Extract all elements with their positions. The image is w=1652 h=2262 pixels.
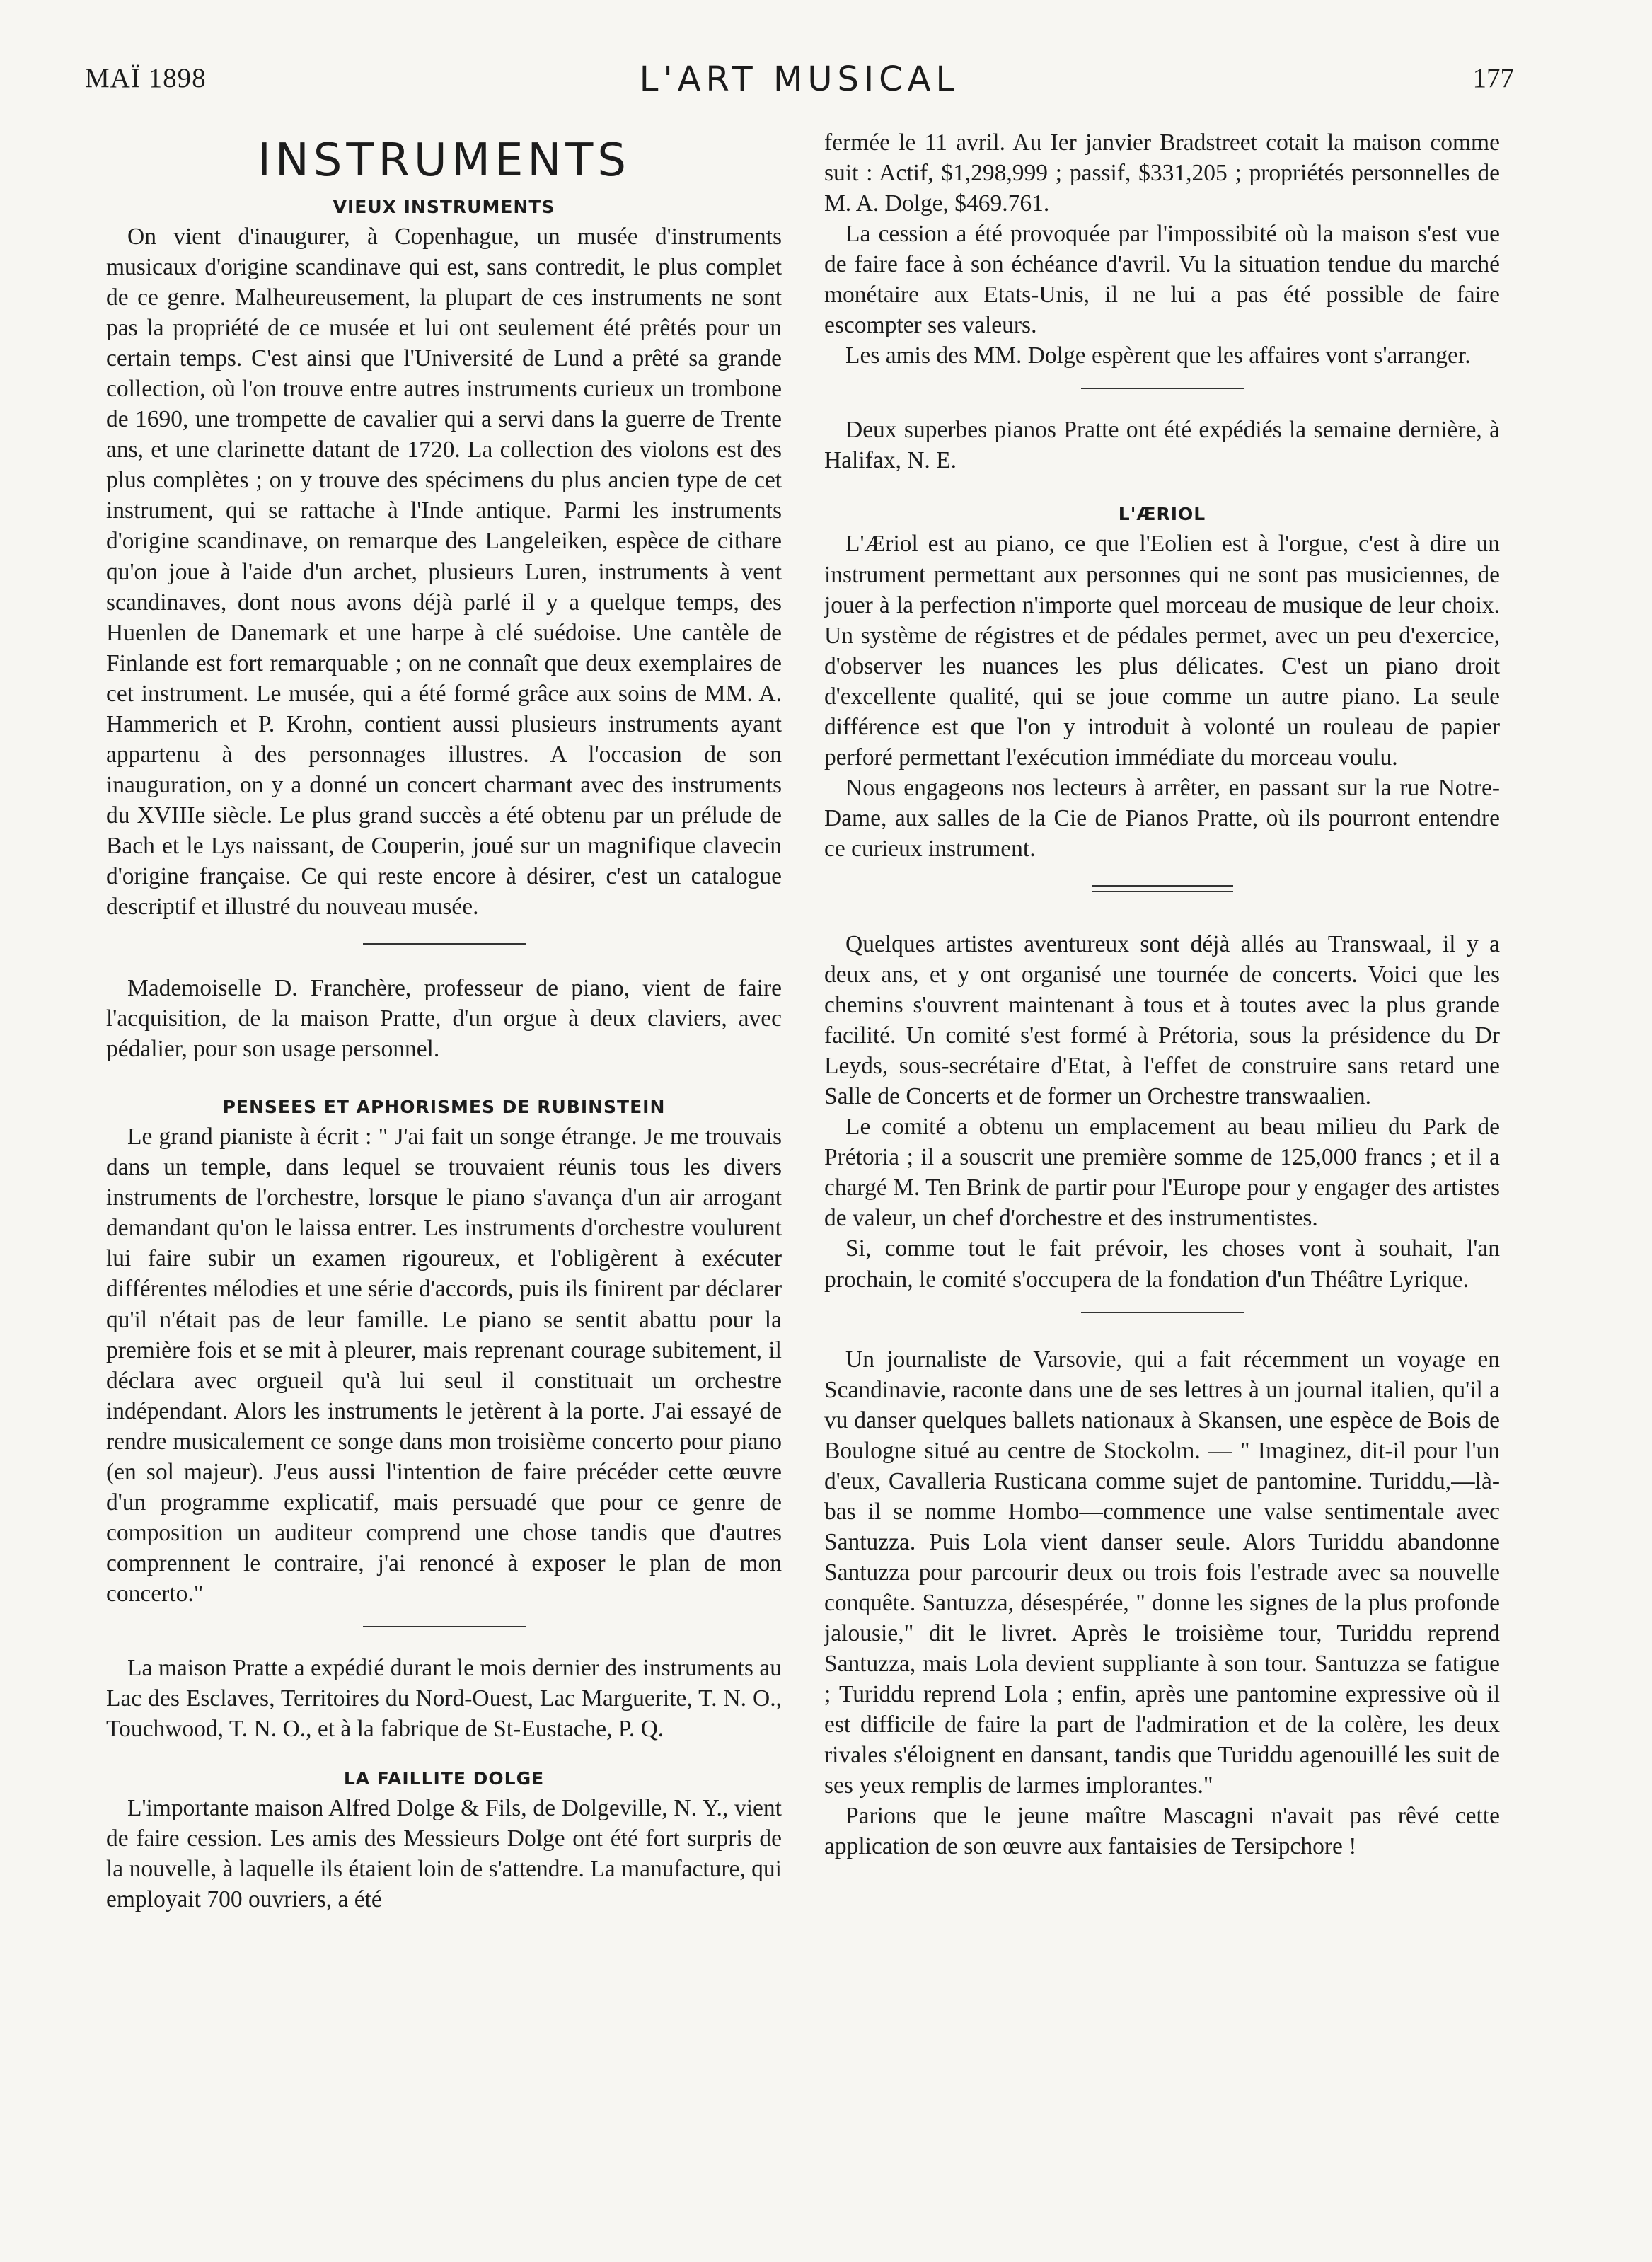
page-number: 177 [1472,63,1514,93]
divider [363,943,526,945]
journal-title: L'ART MUSICAL [639,59,960,99]
pratte-paragraph: La maison Pratte a expédié durant le mois dernier des instruments au Lac des Esclaves, Territoires du Nord-Ouest, Lac Marguerite, T. N. O., Touchwood, T. N. O., et à la fabrique de St-Eustache, P. Q. [106,1654,782,1743]
page-header [85,59,1514,112]
divider [1081,388,1244,389]
transvaal-paragraph-2: Le comité a obtenu un emplacement au beau milieu du Park de Prétoria ; il a souscrit une première somme de 125,000 francs ; et il a chargé M. Ten Brink de partir pour l'Europe pour y engager des artistes de valeur, un chef d'orchestre et des instrumentistes. [824,1114,1500,1232]
left-column [106,127,782,1915]
transvaal-paragraph-1: Quelques artistes aventureux sont déjà allés au Transwaal, il y a deux ans, et y ont organisé une tournée de concerts. Voici que les chemins s'ouvrent maintenant à tous et à toutes avec la plus grande facilité. Un comité s'est formé à Prétoria, sous la présidence du Dr Leyds, sous-secrétaire d'Etat, à l'effet de construire sans retard une Salle de Concerts et de former un Orchestre transwaalien. [824,930,1500,1110]
faillite-dolge-paragraph: L'importante maison Alfred Dolge & Fils, de Dolgeville, N. Y., vient de faire cession. Les amis des Messieurs Dolge ont été fort surpris de la nouvelle, à laquelle ils étaient loin de s'attendre. La manufacture, qui employait 700 ouvriers, a été [106,1795,782,1913]
halifax-paragraph: Deux superbes pianos Pratte ont été expédiés la semaine dernière, à Halifax, N. E. [824,417,1500,474]
section-title: INSTRUMENTS [257,134,631,187]
varsovie-paragraph-2: Parions que le jeune maître Mascagni n'avait pas rêvé cette application de son œuvre aux fantaisies de Tersipchore ! [824,1803,1500,1860]
faillite-dolge-heading: LA FAILLITE DOLGE [343,1768,545,1789]
divider [363,1626,526,1627]
faillite-dolge-continued: fermée le 11 avril. Au Ier janvier Bradstreet cotait la maison comme suit : Actif, $1,298,999 ; passif, $331,205 ; propriétés personnelles de M. A. Dolge, $469.761. [824,129,1500,217]
issue-date: MAÏ 1898 [85,63,207,93]
faillite-dolge-paragraph-2: La cession a été provoquée par l'impossibité où la maison s'est vue de faire face à son échéance d'avril. Vu la situation tendue du marché monétaire aux Etats-Unis, il ne lui a pas été possible de faire escompter ses valeurs. [824,221,1500,339]
divider [1081,1312,1244,1313]
double-divider [1092,885,1233,892]
rubinstein-heading: PENSEES ET APHORISMES DE RUBINSTEIN [222,1097,666,1118]
aeriol-heading: L'ÆRIOL [1118,504,1206,525]
franchere-paragraph: Mademoiselle D. Franchère, professeur de piano, vient de faire l'acquisition, de la maison Pratte, d'un orgue à deux claviers, avec pédalier, pour son usage personnel. [106,975,782,1063]
varsovie-paragraph-1: Un journaliste de Varsovie, qui a fait récemment un voyage en Scandinavie, raconte dans une de ses lettres à un journal italien, qu'il a vu danser quelques ballets nationaux à Skansen, une espèce de Bois de Boulogne situé au centre de Stockolm. — " Imaginez, dit-il pour l'un d'eux, Cavalleria Rusticana comme sujet de pantomine. Turiddu,—là-bas il se nomme Hombo—commence une valse sentimentale avec Santuzza. Puis Lola vient danser seule. Alors Turiddu abandonne Santuzza pour parcourir deux ou trois fois l'estrade avec sa nouvelle conquête. Santuzza, désespérée, " donne les signes de la plus profonde jalousie," dit le livret. Après le troisième tour, Turiddu reprend Santuzza, mais Lola devient suppliante à son tour. Santuzza se fatigue ; Turiddu reprend Lola ; enfin, après une pantomine expressive où il est difficile de faire la part de l'admiration et de la colère, les deux rivales s'éloignent en dansant, tandis que Turiddu agenouillé les suit de ses yeux remplis de larmes implorantes." [824,1346,1500,1799]
faillite-dolge-paragraph-3: Les amis des MM. Dolge espèrent que les affaires vont s'arranger. [845,342,1471,369]
vieux-instruments-heading: VIEUX INSTRUMENTS [333,197,555,217]
aeriol-paragraph-2: Nous engageons nos lecteurs à arrêter, en passant sur la rue Notre-Dame, aux salles de la Cie de Pianos Pratte, où ils pourront entendre ce curieux instrument. [824,774,1500,862]
rubinstein-paragraph: Le grand pianiste à écrit : " J'ai fait un songe étrange. Je me trouvais dans un temple, dans lequel se trouvaient réunis tous les divers instruments de l'orchestre, lorsque le piano s'avança d'un air arrogant demandant qu'on le laissa entrer. Les instruments d'orchestre voulurent lui faire subir un examen rigoureux, et l'obligèrent à exécuter différentes mélodies et une série d'accords, puis ils finirent par déclarer qu'il n'était pas de leur famille. Le piano se sentit abattu pour la première fois et se mit à pleurer, mais reprenant courage subitement, il déclara avec orgueil qu'à lui seul il constituait un orchestre indépendant. Alors les instruments le jetèrent à la porte. J'ai essayé de rendre musicalement ce songe dans mon troisième concerto pour piano (en sol majeur). J'eus aussi l'intention de faire précéder cette œuvre d'un programme explicatif, mais persuadé que pour ce genre de composition un auditeur comprend une chose tandis que d'autres comprennent le contraire, j'ai renoncé à exposer le plan de mon concerto." [106,1124,782,1607]
right-column [824,127,1500,1862]
vieux-instruments-paragraph: On vient d'inaugurer, à Copenhague, un musée d'instruments musicaux d'origine scandinave qui est, sans contredit, le plus complet de ce genre. Malheureusement, la plupart de ces instruments ne sont pas la propriété de ce musée et lui ont seulement été prêtés pour un certain temps. C'est ainsi que l'Université de Lund a prêté sa grande collection, où l'on trouve entre autres instruments curieux un trombone de 1690, une trompette de cavalier qui a servi dans la guerre de Trente ans, et une clarinette datant de 1720. La collection des violons est des plus complètes ; on y trouve des spécimens du plus ancien type de cet instrument, qui se rattache à l'Inde antique. Parmi les instruments d'origine scandinave, on remarque des Langeleiken, espèce de cithare qu'on joue à l'aide d'un archet, plusieurs Luren, instruments à vent scandinaves, dont nous avons déjà parlé il y a quelque temps, des Huenlen de Danemark et une harpe à clé suédoise. Une cantèle de Finlande est fort remarquable ; on ne connaît que deux exemplaires de cet instrument. Le musée, qui a été formé grâce aux soins de MM. A. Hammerich et P. Krohn, contient aussi plusieurs instruments ayant appartenu à des personnages illustres. A l'occasion de son inauguration, on y a donné un concert charmant avec des instruments du XVIIIe siècle. Le plus grand succès a été obtenu par un prélude de Bach et le Lys naissant, de Couperin, joué sur un magnifique clavecin d'origine française. Ce qui reste encore à désirer, c'est un catalogue descriptif et illustré du nouveau musée. [106,224,782,921]
aeriol-paragraph-1: L'Æriol est au piano, ce que l'Eolien est à l'orgue, c'est à dire un instrument permettant aux personnes qui ne sont pas musiciennes, de jouer à la perfection n'importe quel morceau de musique de leur choix. Un système de régistres et de pédales permet, avec un peu d'exercice, d'observer les nuances les plus délicates. C'est un piano droit d'excellente qualité, qui se joue comme un autre piano. La seule différence est que l'on y introduit à volonté un rouleau de papier perforé permettant l'exécution immédiate du morceau voulu. [824,531,1500,771]
transvaal-paragraph-3: Si, comme tout le fait prévoir, les choses vont à souhait, l'an prochain, le comité s'occupera de la fondation d'un Théâtre Lyrique. [824,1235,1500,1293]
